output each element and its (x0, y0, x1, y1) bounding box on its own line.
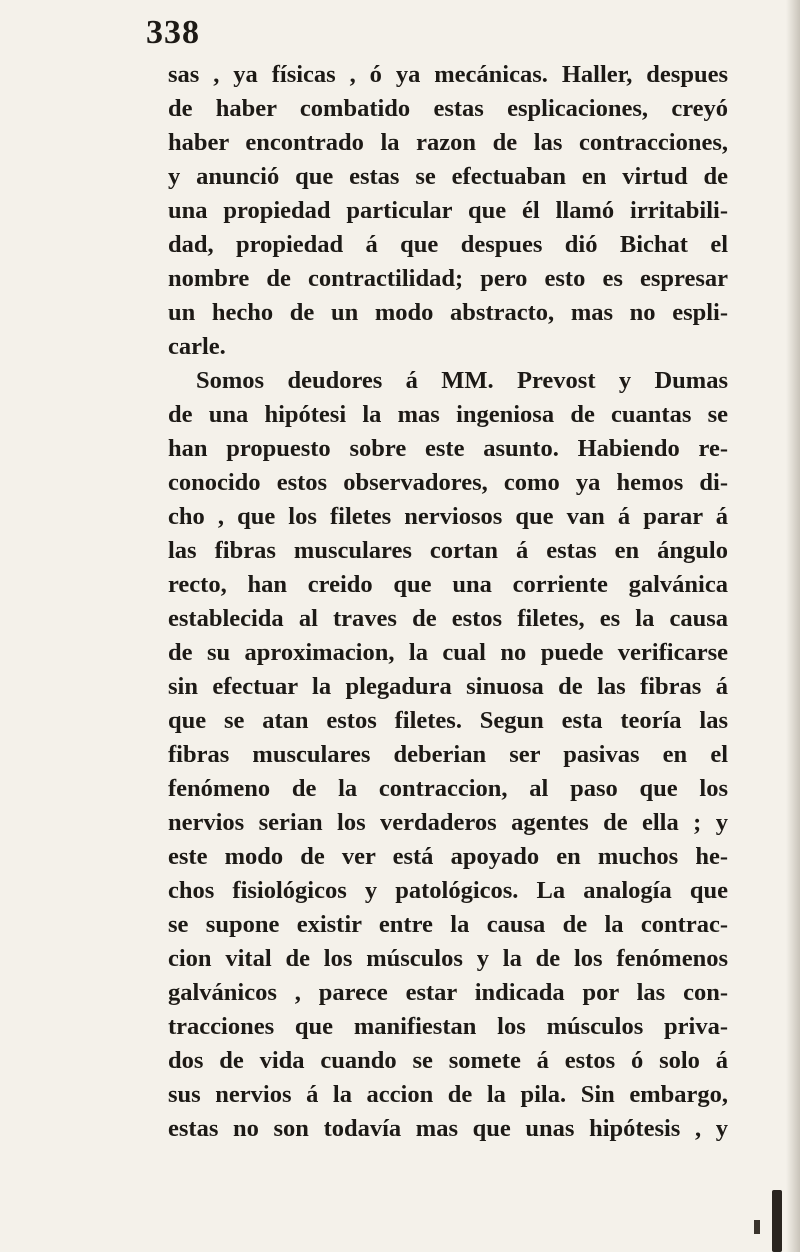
text-line: tracciones que manifiestan los músculos priva- (168, 1013, 728, 1040)
text-line: se supone existir entre la causa de la contrac- (168, 911, 728, 938)
text-line: nervios serian los verdaderos agentes de ella ; y (168, 809, 728, 836)
text-line: sin efectuar la plegadura sinuosa de las fibras á (168, 673, 728, 700)
text-line: chos fisiológicos y patológicos. La analogía que (168, 877, 728, 904)
text-line: un hecho de un modo abstracto, mas no espli- (168, 299, 728, 326)
text-line: fibras musculares deberian ser pasivas en el (168, 741, 728, 768)
text-line: dos de vida cuando se somete á estos ó solo á (168, 1047, 728, 1074)
text-line: fenómeno de la contraccion, al paso que los (168, 775, 728, 802)
text-line: conocido estos observadores, como ya hemos di- (168, 469, 728, 496)
binding-edge-mark (772, 1190, 782, 1252)
text-line: que se atan estos filetes. Segun esta teoría las (168, 707, 728, 734)
text-line: Somos deudores á MM. Prevost y Dumas (196, 367, 728, 394)
text-line: han propuesto sobre este asunto. Habiendo re- (168, 435, 728, 462)
text-line: cho , que los filetes nerviosos que van á parar á (168, 503, 728, 530)
text-line: galvánicos , parece estar indicada por las con- (168, 979, 728, 1006)
text-line: una propiedad particular que él llamó irritabili- (168, 197, 728, 224)
text-line: recto, han creido que una corriente galvánica (168, 571, 728, 598)
text-line: las fibras musculares cortan á estas en ángulo (168, 537, 728, 564)
text-line: estas no son todavía mas que unas hipótesis , y (168, 1115, 728, 1142)
text-line: nombre de contractilidad; pero esto es espresar (168, 265, 728, 292)
text-line: de su aproximacion, la cual no puede verificarse (168, 639, 728, 666)
page-number: 338 (146, 14, 200, 51)
text-line: haber encontrado la razon de las contracciones, (168, 129, 728, 156)
text-line: dad, propiedad á que despues dió Bichat el (168, 231, 728, 258)
text-line: sus nervios á la accion de la pila. Sin embargo, (168, 1081, 728, 1108)
text-line: carle. (168, 333, 226, 360)
text-line: de haber combatido estas esplicaciones, creyó (168, 95, 728, 122)
text-line: de una hipótesi la mas ingeniosa de cuantas se (168, 401, 728, 428)
text-line: cion vital de los músculos y la de los fenómenos (168, 945, 728, 972)
binding-edge-notch (754, 1220, 760, 1234)
page-edge-shadow (786, 0, 800, 1252)
text-line: establecida al traves de estos filetes, es la causa (168, 605, 728, 632)
text-line: este modo de ver está apoyado en muchos he- (168, 843, 728, 870)
text-line: y anunció que estas se efectuaban en virtud de (168, 163, 728, 190)
text-line: sas , ya físicas , ó ya mecánicas. Haller, despues (168, 61, 728, 88)
